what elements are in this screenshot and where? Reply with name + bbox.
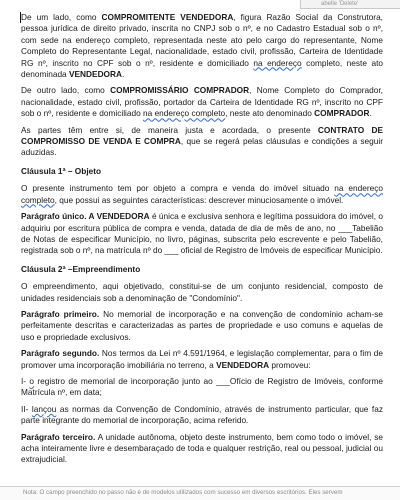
clause-2-item-ii: II- lançou as normas da Convenção de Condomínio, através de instrumento particular, que faz parte integrante do memorial de incorporação, acima referido. xyxy=(21,403,383,426)
clause-2-second-paragraph: Parágrafo segundo. Nos termos da Lei nº 4.591/1964, e legislação complementar, para o fim de promover uma incorporação imobiliária no terreno, a VENDEDORA promoveu: xyxy=(21,348,383,370)
clause-1-sole-paragraph: Parágrafo único. A VENDEDORA é única e exclusiva senhora e legítima possuidora do imóvel, o adquiriu por escritura pública de compra e venda, datada de dia de mês de ano, no ___Tabelião de Notas de especificar Município, no livro, páginas, subscrita pelo escrevente e pelo Tabelião, registrada sob o nº, na matrícula nº do ___ oficial de Registro de Imóveis de especificar Município. xyxy=(21,211,384,256)
agreement-paragraph: As partes têm entre si, de maneira justa e acordada, o presente CONTRATO DE COMPROMISSO DE VENDA E COMPRA, que se regerá pelas cláusulas e condições a seguir aduzidas. xyxy=(21,124,384,158)
spellcheck-flag[interactable]: na endereço completo xyxy=(143,108,226,119)
spellcheck-flag[interactable]: na endereço xyxy=(253,57,302,68)
parties-buyer-paragraph: De outro lado, como COMPROMISSÁRIO COMPRADOR, Nome Completo do Comprador, nacionalidade, estado civil, profissão, portador da Carteira de Identidade RG nº, inscrito no CPF sob o nº, residente e domiciliado na endereço completo, neste ato denominado COMPRADOR. xyxy=(21,85,383,119)
clause-2-first-paragraph: Parágrafo primeiro. No memorial de incorporação e na convenção de condomínio acham-se perfeitamente descritas e caracterizadas as partes de propriedade e uso comuns e aquelas de uso e propriedade exclusivos. xyxy=(21,308,383,342)
clause-1-object-paragraph: O presente instrumento tem por objeto a compra e venda do imóvel situado na endereço completo, que possui as seguintes características: descrever minuciosamente o imóvel. xyxy=(21,183,383,205)
footer-note: Nota: O campo preenchido no passo não é de modelos utilizados com sucesso em diversos escritórios. Eles servem xyxy=(0,486,400,500)
clause-1-heading: Cláusula 1ª – Objeto xyxy=(21,165,102,176)
contract-body[interactable] xyxy=(21,12,383,471)
parties-seller-paragraph: De um lado, como COMPROMITENTE VENDEDORA, figura Razão Social da Construtora, pessoa jurídica de direito privado, inscrita no CNPJ sob o nº, e no Cadastro Estadual sob o nº, com sede na endereço completo, representada neste ato pelo cargo do representante, Nome Completo do Representante Legal, nacionalidade, estado civil, profissão, Carteira de Identidade RG nº, inscrito no CPF sob o nº, residente e domiciliado na endereço completo, neste ato denominada VENDEDORA. xyxy=(21,12,384,80)
spellcheck-flag[interactable]: o xyxy=(29,375,35,386)
toolbar-hint: abelle 'Delete' xyxy=(300,0,400,9)
clause-2-third-paragraph: Parágrafo terceiro. A unidade autônoma, objeto deste instrumento, bem como todo o imóvel, se acha inteiramente livre e desembaraçado de toda e qualquer restrição, real ou pessoal, judicial ou extrajudicial. xyxy=(21,431,384,465)
clause-2-heading: Cláusula 2ª –Empreendimento xyxy=(21,263,141,274)
clause-2-item-i: I- o registro de memorial de incorporação junto ao ___Ofício de Registro de Imóveis, conforme Matrícula nº, em data; xyxy=(21,375,384,398)
spellcheck-flag[interactable]: lançou xyxy=(31,403,57,414)
clause-2-paragraph: O empreendimento, aqui objetivado, constitui-se de um conjunto residencial, composto de unidades residenciais sob a denominação de "Condomínio". xyxy=(21,281,383,303)
spellcheck-flag[interactable]: na endereço completo xyxy=(21,183,383,205)
